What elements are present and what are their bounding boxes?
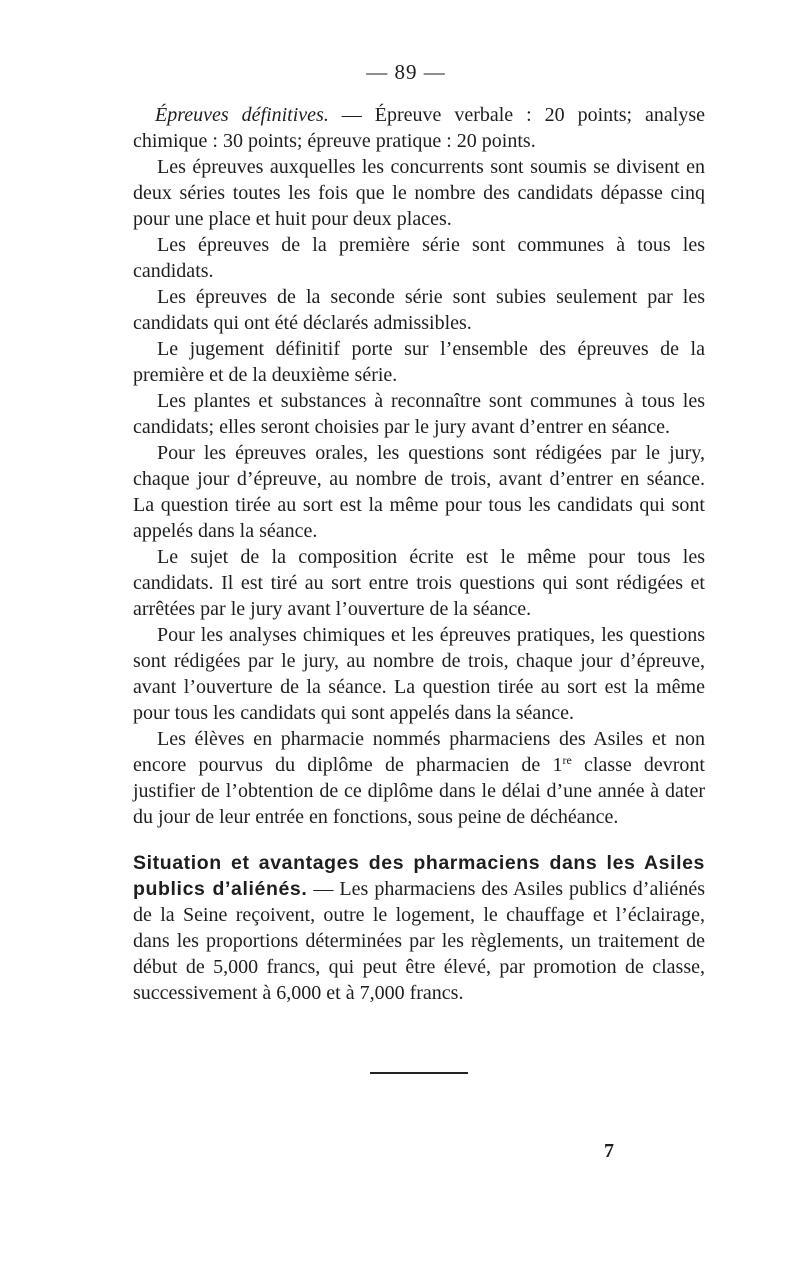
paragraph-text: — Épreuve verbale : 20 points; analyse chimique : 30 points; épreuve pratique : 20 points. xyxy=(133,104,705,152)
paragraph-eleves xyxy=(133,726,705,830)
page-number: — 89 — xyxy=(366,60,446,84)
paragraph-jugement: Le jugement définitif porte sur l’ensemble des épreuves de la première et de la deuxième série. xyxy=(133,338,705,386)
body-text xyxy=(133,102,705,1006)
signature-mark: 7 xyxy=(604,1140,614,1162)
section-heading: Situation et avantages des pharmaciens dans les Asiles publics d’aliénés. xyxy=(133,852,705,900)
paragraph-analyses-chimiques: Pour les analyses chimiques et les épreuves pratiques, les questions sont rédigées par le jury, au nombre de trois, chaque jour d’épreuve, avant l’ouverture de la séance. La question tirée au sort est la même pour tous les candidats qui sont appelés dans la séance. xyxy=(133,624,705,724)
paragraph-text: Les élèves en pharmacie nommés pharmaciens des Asiles et non encore pourvus du diplôme de pharmacien de 1 xyxy=(133,728,705,776)
paragraph-epreuves-definitives xyxy=(133,102,705,154)
superscript: re xyxy=(562,753,572,767)
paragraph-text: — Les pharmaciens des Asiles publics d’aliénés de la Seine reçoivent, outre le logement, le chauffage et l’éclairage, dans les proportions déterminées par les règlements, un traitement de début de 5,000 francs, qui peut être élevé, par promotion de classe, successivement à 6,000 et à 7,000 francs. xyxy=(133,878,705,1004)
paragraph-composition-ecrite: Le sujet de la composition écrite est le même pour tous les candidats. Il est tiré au sort entre trois questions qui sont rédigées et arrêtées par le jury avant l’ouverture de la séance. xyxy=(133,546,705,620)
paragraph-seconde-serie: Les épreuves de la seconde série sont subies seulement par les candidats qui ont été déclarés admissibles. xyxy=(133,286,705,334)
paragraph-series: Les épreuves auxquelles les concurrents sont soumis se divisent en deux séries toutes les fois que le nombre des candidats dépasse cinq pour une place et huit pour deux places. xyxy=(133,156,705,230)
end-rule xyxy=(370,1072,468,1074)
paragraph-epreuves-orales: Pour les épreuves orales, les questions sont rédigées par le jury, chaque jour d’épreuve, au nombre de trois, avant d’entrer en séance. La question tirée au sort est la même pour tous les candidats qui sont appelés dans la séance. xyxy=(133,442,705,542)
paragraph-text: classe devront justifier de l’obtention de ce diplôme dans le délai d’une année à dater du jour de leur entrée en fonctions, sous peine de déchéance. xyxy=(133,754,705,828)
paragraph-situation xyxy=(133,850,705,1006)
italic-lead: Épreuves définitives. xyxy=(155,104,329,126)
paragraph-plantes: Les plantes et substances à reconnaître sont communes à tous les candidats; elles seront choisies par le jury avant d’entrer en séance. xyxy=(133,390,705,438)
paragraph-premiere-serie: Les épreuves de la première série sont communes à tous les candidats. xyxy=(133,234,705,282)
